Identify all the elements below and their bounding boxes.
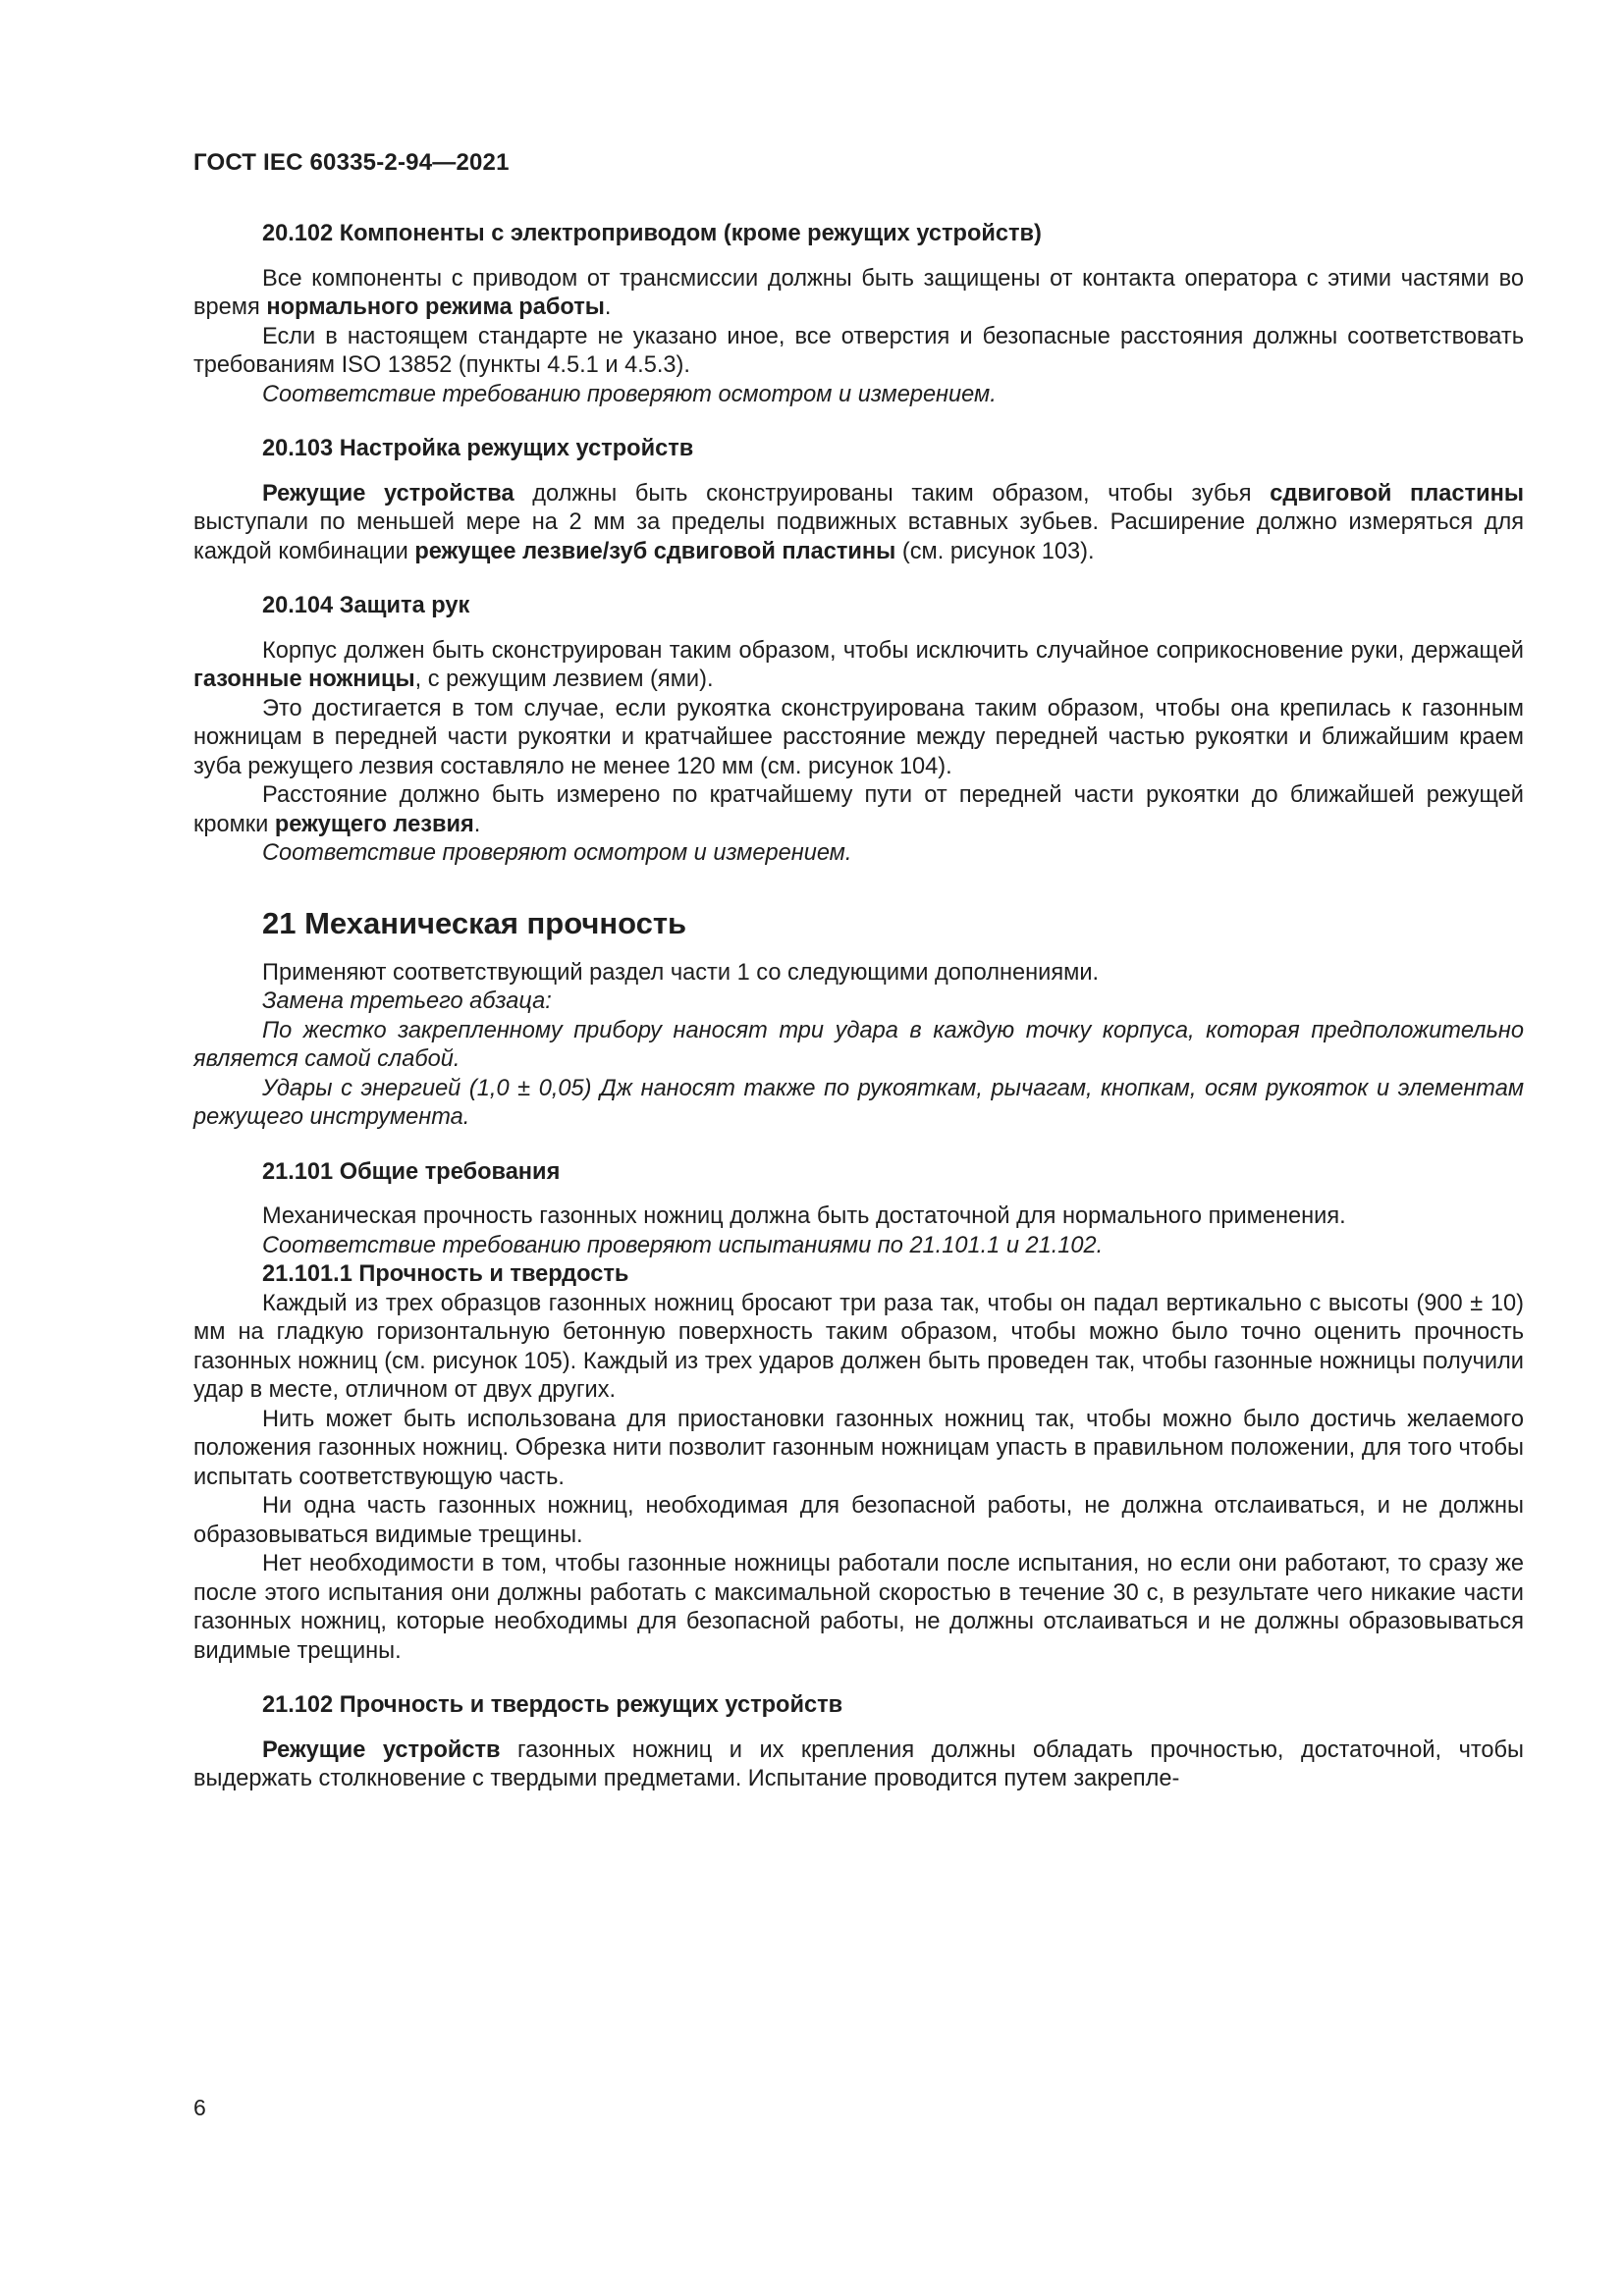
paragraph: Нет необходимости в том, чтобы газонные ножницы работали после испытания, но если они работают, то сразу же после этого испытания они должны работать с максимальной скоростью в течение 30 с, в результате чего никакие части газонных ножниц, которые необходимы для безопасной работы, не должны отслаиваться и не должны образовываться видимые трещины. <box>193 1551 1524 1664</box>
paragraph: Это достигается в том случае, если рукоятка сконструирована таким образом, чтобы она крепилась к газонным ножницам в передней части рукоятки и кратчайшее расстояние между передней частью рукоятки и ближайшим краем зуба режущего лезвия составляло не менее 120 мм (см. рисунок 104). <box>193 695 1524 779</box>
paragraph: По жестко закрепленному прибору наносят три удара в каждую точку корпуса, которая предположительно является самой слабой. <box>193 1017 1524 1072</box>
paragraph: Режущие устройств газонных ножниц и их крепления должны обладать прочностью, достаточной, чтобы выдержать столкновение с твердыми предметами. Испытание проводится путем закрепле- <box>193 1736 1524 1791</box>
paragraph: Ни одна часть газонных ножниц, необходимая для безопасной работы, не должна отслаиваться, и не должны образовываться видимые трещины. <box>193 1493 1524 1548</box>
section-21-102-title: 21.102 Прочность и твердость режущих устройств <box>262 1692 843 1718</box>
document-body <box>193 220 1524 1794</box>
paragraph: Применяют соответствующий раздел части 1 со следующими дополнениями. <box>262 959 1100 986</box>
paragraph: Каждый из трех образцов газонных ножниц бросают три раза так, чтобы он падал вертикально с высоты (900 ± 10) мм на гладкую горизонтальную бетонную поверхность таким образом, чтобы можно было точно оценить прочность газонных ножниц (см. рисунок 105). Каждый из трех ударов должен быть проведен так, чтобы газонные ножницы получили удар в месте, отличном от двух других. <box>193 1290 1524 1403</box>
paragraph: Корпус должен быть сконструирован таким образом, чтобы исключить случайное соприкосновение руки, держащей газонные ножницы, с режущим лезвием (ями). <box>193 637 1524 692</box>
section-21-101-title: 21.101 Общие требования <box>262 1158 561 1185</box>
section-20-103-title: 20.103 Настройка режущих устройств <box>262 436 694 461</box>
compliance-note: Соответствие проверяют осмотром и измерением. <box>262 840 852 866</box>
document-header: ГОСТ IEC 60335-2-94—2021 <box>193 149 510 176</box>
compliance-note: Соответствие требованию проверяют осмотром и измерением. <box>262 381 997 407</box>
paragraph: Если в настоящем стандарте не указано иное, все отверстия и безопасные расстояния должны соответствовать требованиям ISO 13852 (пункты 4.5.1 и 4.5.3). <box>193 323 1524 378</box>
compliance-note: Соответствие требованию проверяют испытаниями по 21.101.1 и 21.102. <box>262 1232 1104 1258</box>
paragraph: Режущие устройства должны быть сконструированы таким образом, чтобы зубья сдвиговой пластины выступали по меньшей мере на 2 мм за пределы подвижных вставных зубьев. Расширение должно измеряться для каждой комбинации режущее лезвие/зуб сдвиговой пластины (см. рисунок 103). <box>193 480 1524 564</box>
paragraph: Нить может быть использована для приостановки газонных ножниц так, чтобы можно было достичь желаемого положения газонных ножниц. Обрезка нити позволит газонным ножницам упасть в правильном положении, для того чтобы испытать соответствующую часть. <box>193 1406 1524 1490</box>
section-21-101-1-title: 21.101.1 Прочность и твердость <box>262 1261 629 1287</box>
paragraph: Замена третьего абзаца: <box>262 988 552 1014</box>
section-20-104-title: 20.104 Защита рук <box>262 593 470 618</box>
paragraph: Все компоненты с приводом от трансмиссии должны быть защищены от контакта оператора с этими частями во время нормального режима работы. <box>193 265 1524 320</box>
page-number: 6 <box>193 2095 206 2120</box>
section-20-102-title: 20.102 Компоненты с электроприводом (кроме режущих устройств) <box>262 221 1042 246</box>
paragraph: Механическая прочность газонных ножниц должна быть достаточной для нормального применения. <box>262 1203 1346 1229</box>
paragraph: Расстояние должно быть измерено по кратчайшему пути от передней части рукоятки до ближайшей режущей кромки режущего лезвия. <box>193 782 1524 837</box>
paragraph: Удары с энергией (1,0 ± 0,05) Дж наносят также по рукояткам, рычагам, кнопкам, осям рукояток и элементам режущего инструмента. <box>193 1075 1524 1130</box>
section-21-title: 21 Механическая прочность <box>262 905 687 940</box>
